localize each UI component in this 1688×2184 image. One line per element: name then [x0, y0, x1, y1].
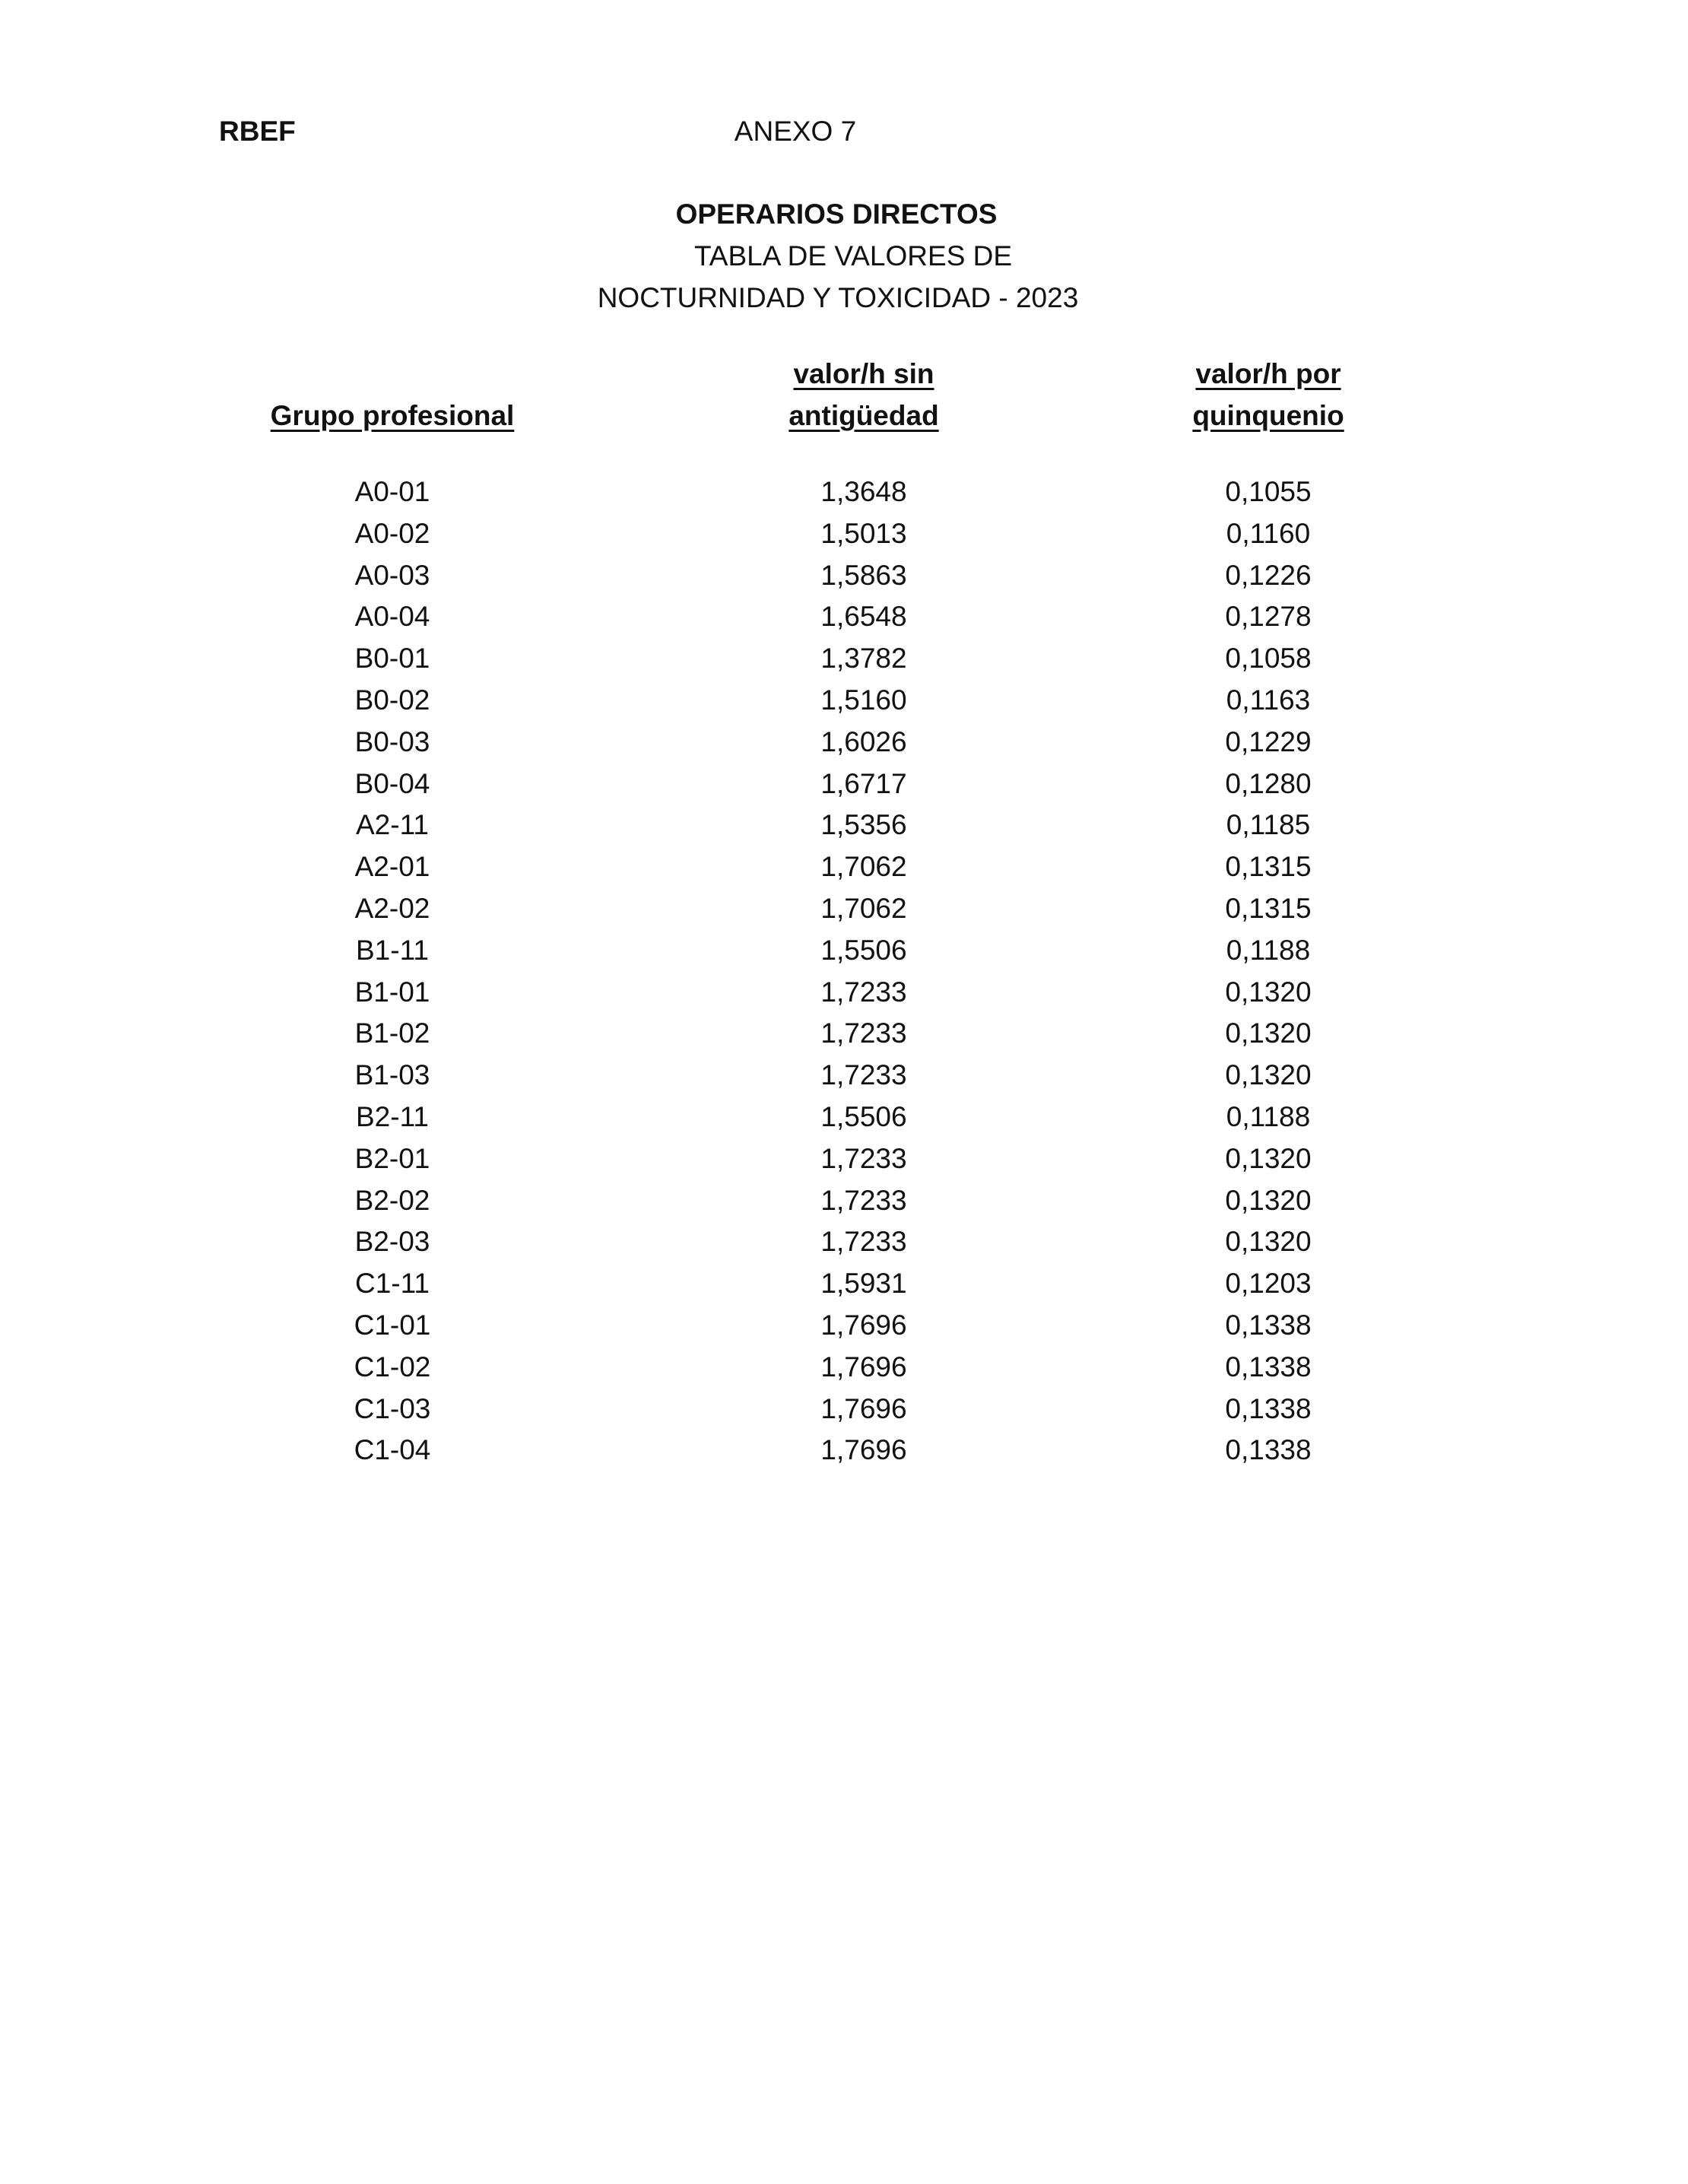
cell-group: C1-01	[354, 1309, 431, 1341]
cell-group: A2-02	[354, 892, 430, 924]
cell-sin: 1,7062	[820, 892, 907, 924]
column-header-por-quinquenio	[1192, 353, 1344, 436]
cell-por: 0,1203	[1225, 1268, 1312, 1300]
cell-group: B0-02	[354, 684, 430, 716]
cell-group: C1-11	[354, 1268, 430, 1300]
cell-por: 0,1320	[1225, 976, 1312, 1008]
table-row	[0, 888, 1688, 930]
column-header-por-line2: quinquenio	[1192, 400, 1344, 431]
cell-por: 0,1055	[1225, 476, 1312, 507]
cell-por: 0,1188	[1226, 934, 1311, 966]
cell-sin: 1,5506	[820, 1100, 907, 1132]
cell-group: C1-02	[354, 1351, 431, 1382]
cell-por: 0,1338	[1225, 1392, 1312, 1424]
table-row	[0, 680, 1688, 722]
cell-por: 0,1320	[1225, 1184, 1312, 1216]
table-row	[0, 930, 1688, 972]
cell-group: B2-11	[356, 1100, 429, 1132]
title-line-1: OPERARIOS DIRECTOS	[675, 198, 998, 230]
annex-label	[0, 116, 1688, 148]
cell-sin: 1,3648	[820, 476, 907, 507]
cell-sin: 1,7696	[820, 1309, 907, 1341]
cell-por: 0,1320	[1225, 1226, 1312, 1258]
column-header-sin-antiguedad	[788, 353, 938, 436]
cell-group: B2-03	[354, 1226, 430, 1258]
values-table	[0, 471, 1688, 1471]
table-row	[0, 471, 1688, 513]
cell-sin: 1,6026	[820, 725, 907, 757]
cell-group: B1-01	[354, 976, 430, 1008]
table-row	[0, 763, 1688, 805]
cell-group: A0-03	[354, 559, 430, 591]
cell-group: B2-02	[354, 1184, 430, 1216]
cell-sin: 1,7062	[820, 851, 907, 883]
cell-group: A2-01	[354, 851, 430, 883]
table-row	[0, 805, 1688, 846]
column-header-por-line1: valor/h por	[1195, 358, 1341, 389]
table-row	[0, 1055, 1688, 1097]
annex-label-text: ANEXO 7	[734, 116, 857, 147]
cell-sin: 1,7233	[820, 1226, 907, 1258]
column-header-sin-line1: valor/h sin	[793, 358, 934, 389]
cell-group: B1-03	[354, 1059, 430, 1091]
cell-por: 0,1280	[1225, 767, 1312, 799]
cell-sin: 1,5931	[820, 1268, 907, 1300]
cell-sin: 1,7233	[820, 1184, 907, 1216]
cell-group: B1-11	[356, 934, 429, 966]
cell-por: 0,1315	[1225, 851, 1312, 883]
table-row	[0, 555, 1688, 597]
table-row	[0, 1389, 1688, 1430]
cell-sin: 1,5013	[820, 517, 907, 549]
cell-group: A0-02	[354, 517, 430, 549]
table-row	[0, 638, 1688, 680]
cell-por: 0,1338	[1225, 1434, 1312, 1466]
cell-group: C1-04	[354, 1434, 431, 1466]
table-row	[0, 1430, 1688, 1471]
table-row	[0, 1013, 1688, 1055]
cell-sin: 1,7233	[820, 976, 907, 1008]
table-row	[0, 1263, 1688, 1305]
column-header-sin-line2: antigüedad	[788, 400, 939, 431]
cell-por: 0,1320	[1225, 1017, 1312, 1049]
cell-group: A0-04	[354, 601, 430, 633]
cell-group: C1-03	[354, 1392, 431, 1424]
cell-group: A2-11	[356, 809, 429, 841]
cell-por: 0,1320	[1225, 1142, 1312, 1174]
title-line-2: TABLA DE VALORES DE	[693, 240, 1013, 271]
cell-sin: 1,5506	[820, 934, 907, 966]
cell-group: B2-01	[354, 1142, 430, 1174]
cell-por: 0,1185	[1226, 809, 1311, 841]
cell-sin: 1,5160	[820, 684, 907, 716]
cell-group: B1-02	[354, 1017, 430, 1049]
cell-sin: 1,7233	[820, 1142, 907, 1174]
cell-sin: 1,6717	[820, 767, 907, 799]
cell-sin: 1,7696	[820, 1351, 907, 1382]
table-row	[0, 1138, 1688, 1180]
table-row	[0, 722, 1688, 763]
cell-sin: 1,3782	[820, 643, 907, 675]
table-row	[0, 1221, 1688, 1263]
table-row	[0, 1097, 1688, 1138]
cell-sin: 1,5356	[820, 809, 907, 841]
cell-por: 0,1338	[1225, 1351, 1312, 1382]
cell-sin: 1,5863	[820, 559, 907, 591]
cell-sin: 1,7233	[820, 1059, 907, 1091]
table-row	[0, 1305, 1688, 1347]
title-line-3: NOCTURNIDAD Y TOXICIDAD - 2023	[597, 282, 1079, 313]
cell-por: 0,1320	[1225, 1059, 1312, 1091]
cell-por: 0,1188	[1226, 1100, 1311, 1132]
table-row	[0, 846, 1688, 888]
cell-por: 0,1338	[1225, 1309, 1312, 1341]
cell-sin: 1,7696	[820, 1434, 907, 1466]
organization-label: RBEF	[219, 116, 296, 147]
cell-group: B0-01	[354, 643, 430, 675]
cell-group: B0-03	[354, 725, 430, 757]
cell-por: 0,1058	[1225, 643, 1312, 675]
cell-group: A0-01	[354, 476, 430, 507]
cell-sin: 1,7696	[820, 1392, 907, 1424]
cell-sin: 1,7233	[820, 1017, 907, 1049]
table-row	[0, 1347, 1688, 1389]
document-title	[0, 193, 1688, 319]
cell-sin: 1,6548	[820, 601, 907, 633]
cell-por: 0,1226	[1225, 559, 1312, 591]
cell-por: 0,1229	[1225, 725, 1312, 757]
table-row	[0, 596, 1688, 638]
column-header-group: Grupo profesional	[270, 400, 515, 431]
cell-group: B0-04	[354, 767, 430, 799]
cell-por: 0,1278	[1225, 601, 1312, 633]
table-row	[0, 1180, 1688, 1222]
table-row	[0, 513, 1688, 555]
table-row	[0, 972, 1688, 1014]
cell-por: 0,1315	[1225, 892, 1312, 924]
cell-por: 0,1160	[1226, 517, 1311, 549]
cell-por: 0,1163	[1226, 684, 1311, 716]
